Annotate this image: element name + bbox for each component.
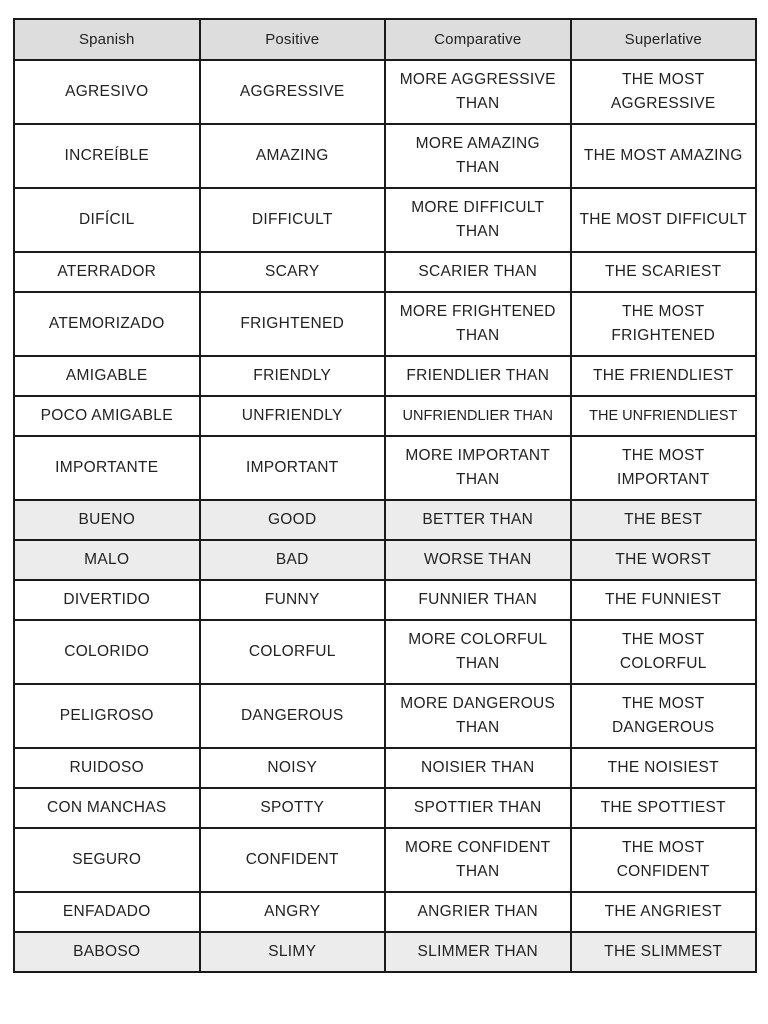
spanish-cell: SEGURO	[14, 828, 200, 892]
table-row	[14, 828, 756, 892]
adjectives-comparison-table	[13, 18, 757, 973]
table-row	[14, 932, 756, 972]
comparative-cell: FRIENDLIER THAN	[385, 356, 571, 396]
positive-cell: DIFFICULT	[200, 188, 386, 252]
comparative-cell: MORE DIFFICULT THAN	[385, 188, 571, 252]
comparative-cell: FUNNIER THAN	[385, 580, 571, 620]
positive-cell: SPOTTY	[200, 788, 386, 828]
superlative-cell: THE MOST DIFFICULT	[571, 188, 757, 252]
positive-cell: AGGRESSIVE	[200, 60, 386, 124]
superlative-cell: THE MOST AGGRESSIVE	[571, 60, 757, 124]
table-row	[14, 620, 756, 684]
table-row	[14, 500, 756, 540]
table-row	[14, 188, 756, 252]
spanish-cell: DIFÍCIL	[14, 188, 200, 252]
positive-cell: ANGRY	[200, 892, 386, 932]
superlative-cell: THE WORST	[571, 540, 757, 580]
comparative-cell: SLIMMER THAN	[385, 932, 571, 972]
superlative-cell: THE NOISIEST	[571, 748, 757, 788]
positive-cell: SLIMY	[200, 932, 386, 972]
spanish-cell: ATERRADOR	[14, 252, 200, 292]
spanish-cell: POCO AMIGABLE	[14, 396, 200, 436]
positive-cell: AMAZING	[200, 124, 386, 188]
header-superlative: Superlative	[571, 19, 757, 60]
table-row	[14, 892, 756, 932]
comparative-cell: MORE FRIGHTENED THAN	[385, 292, 571, 356]
comparative-cell: ANGRIER THAN	[385, 892, 571, 932]
comparative-cell: MORE AMAZING THAN	[385, 124, 571, 188]
header-row	[14, 19, 756, 60]
spanish-cell: AGRESIVO	[14, 60, 200, 124]
table-row	[14, 124, 756, 188]
positive-cell: CONFIDENT	[200, 828, 386, 892]
superlative-cell: THE SCARIEST	[571, 252, 757, 292]
spanish-cell: COLORIDO	[14, 620, 200, 684]
comparative-cell: MORE COLORFUL THAN	[385, 620, 571, 684]
positive-cell: FRIENDLY	[200, 356, 386, 396]
comparative-cell: UNFRIENDLIER THAN	[385, 396, 571, 436]
superlative-cell: THE ANGRIEST	[571, 892, 757, 932]
spanish-cell: RUIDOSO	[14, 748, 200, 788]
superlative-cell: THE FUNNIEST	[571, 580, 757, 620]
table-row	[14, 292, 756, 356]
spanish-cell: IMPORTANTE	[14, 436, 200, 500]
table-row	[14, 748, 756, 788]
table-row	[14, 684, 756, 748]
comparative-cell: MORE DANGEROUS THAN	[385, 684, 571, 748]
spanish-cell: DIVERTIDO	[14, 580, 200, 620]
superlative-cell: THE FRIENDLIEST	[571, 356, 757, 396]
positive-cell: FUNNY	[200, 580, 386, 620]
spanish-cell: PELIGROSO	[14, 684, 200, 748]
positive-cell: NOISY	[200, 748, 386, 788]
superlative-cell: THE MOST CONFIDENT	[571, 828, 757, 892]
superlative-cell: THE MOST FRIGHTENED	[571, 292, 757, 356]
positive-cell: SCARY	[200, 252, 386, 292]
comparative-cell: SCARIER THAN	[385, 252, 571, 292]
positive-cell: UNFRIENDLY	[200, 396, 386, 436]
spanish-cell: CON MANCHAS	[14, 788, 200, 828]
superlative-cell: THE MOST COLORFUL	[571, 620, 757, 684]
spanish-cell: BUENO	[14, 500, 200, 540]
comparative-cell: WORSE THAN	[385, 540, 571, 580]
comparative-cell: SPOTTIER THAN	[385, 788, 571, 828]
table-row	[14, 252, 756, 292]
superlative-cell: THE SLIMMEST	[571, 932, 757, 972]
header-spanish: Spanish	[14, 19, 200, 60]
superlative-cell: THE SPOTTIEST	[571, 788, 757, 828]
comparative-cell: MORE AGGRESSIVE THAN	[385, 60, 571, 124]
positive-cell: BAD	[200, 540, 386, 580]
positive-cell: DANGEROUS	[200, 684, 386, 748]
table-row	[14, 436, 756, 500]
table-row	[14, 396, 756, 436]
table-row	[14, 356, 756, 396]
positive-cell: FRIGHTENED	[200, 292, 386, 356]
positive-cell: IMPORTANT	[200, 436, 386, 500]
superlative-cell: THE MOST IMPORTANT	[571, 436, 757, 500]
positive-cell: GOOD	[200, 500, 386, 540]
table-row	[14, 540, 756, 580]
comparative-cell: NOISIER THAN	[385, 748, 571, 788]
header-positive: Positive	[200, 19, 386, 60]
spanish-cell: MALO	[14, 540, 200, 580]
header-comparative: Comparative	[385, 19, 571, 60]
table-row	[14, 788, 756, 828]
comparative-cell: MORE CONFIDENT THAN	[385, 828, 571, 892]
superlative-cell: THE MOST AMAZING	[571, 124, 757, 188]
spanish-cell: ENFADADO	[14, 892, 200, 932]
spanish-cell: INCREÍBLE	[14, 124, 200, 188]
table-row	[14, 580, 756, 620]
positive-cell: COLORFUL	[200, 620, 386, 684]
superlative-cell: THE MOST DANGEROUS	[571, 684, 757, 748]
spanish-cell: ATEMORIZADO	[14, 292, 200, 356]
spanish-cell: BABOSO	[14, 932, 200, 972]
superlative-cell: THE UNFRIENDLIEST	[571, 396, 757, 436]
superlative-cell: THE BEST	[571, 500, 757, 540]
comparative-cell: BETTER THAN	[385, 500, 571, 540]
table-row	[14, 60, 756, 124]
spanish-cell: AMIGABLE	[14, 356, 200, 396]
comparative-cell: MORE IMPORTANT THAN	[385, 436, 571, 500]
